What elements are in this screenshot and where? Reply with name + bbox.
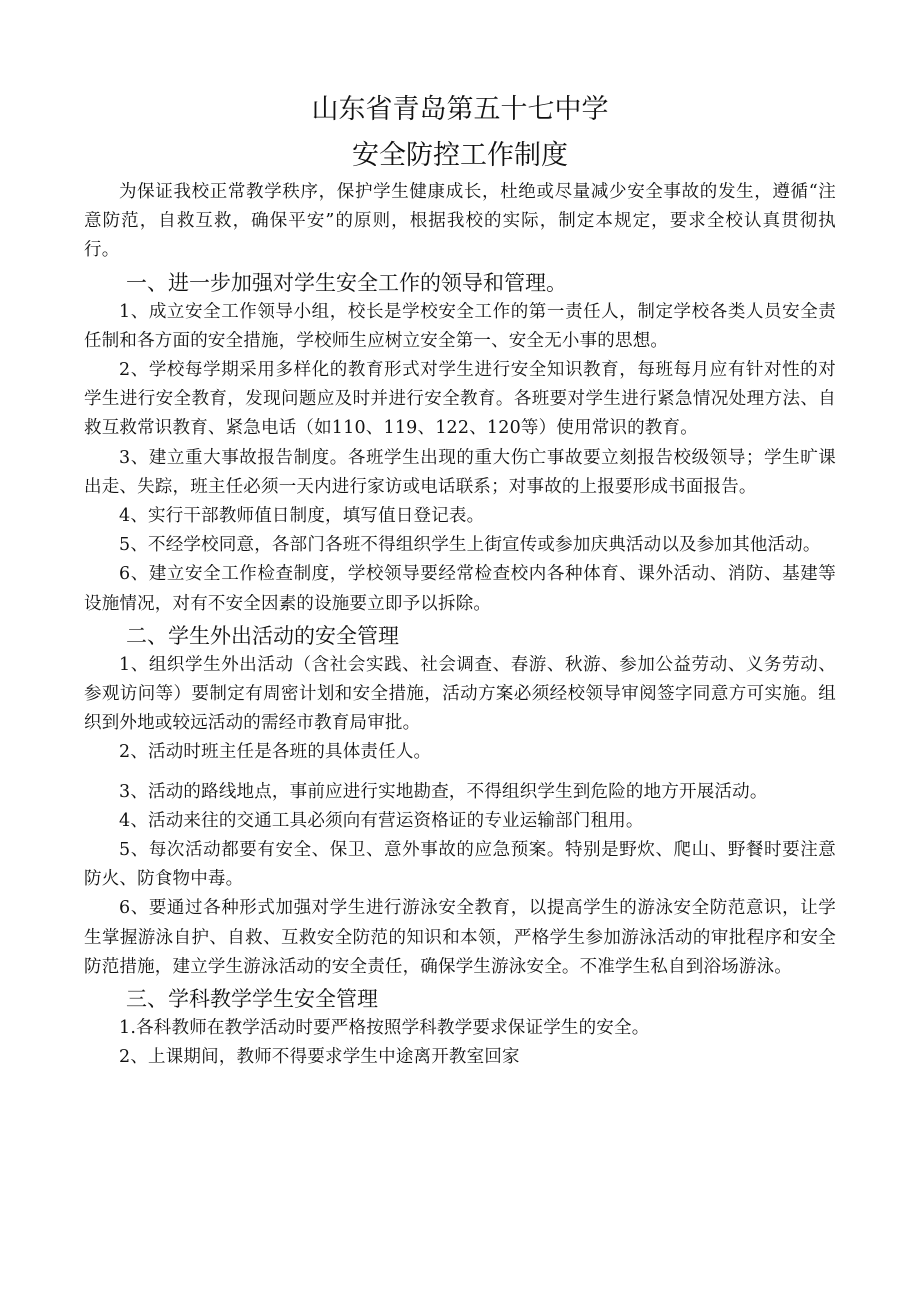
section-heading: 三、学科教学学生安全管理 xyxy=(126,987,378,1012)
section-item: 5、每次活动都要有安全、保卫、意外事故的应急预案。特别是野炊、爬山、野餐时要注意防火、防食物中毒。 xyxy=(84,840,836,890)
section-item: 6、要通过各种形式加强对学生进行游泳安全教育，以提高学生的游泳安全防范意识，让学生掌握游泳自护、自救、互救安全防范的知识和本领，严格学生参加游泳活动的审批程序和安全防范措施，建立学生游泳活动的安全责任，确保学生游泳安全。不准学生私自到浴场游泳。 xyxy=(84,898,836,977)
section-heading: 二、学生外出活动的安全管理 xyxy=(126,623,399,648)
section-item: 3、建立重大事故报告制度。各班学生出现的重大伤亡事故要立刻报告校级领导；学生旷课出走、失踪，班主任必须一天内进行家访或电话联系；对事故的上报要形成书面报告。 xyxy=(84,447,836,497)
section-item: 1、组织学生外出活动（含社会实践、社会调查、春游、秋游、参加公益劳动、义务劳动、参观访问等）要制定有周密计划和安全措施，活动方案必须经校领导审阅签字同意方可实施。组织到外地或较远活动的需经市教育局审批。 xyxy=(84,654,836,734)
intro-paragraph: 为保证我校正常教学秩序，保护学生健康成长，杜绝或尽量减少安全事故的发生，遵循“注意防范，自救互救，确保平安”的原则，根据我校的实际，制定本规定，要求全校认真贯彻执行。 xyxy=(84,182,836,261)
document-title: 山东省青岛第五十七中学 xyxy=(311,94,609,125)
section-item: 4、实行干部教师值日制度，填写值日登记表。 xyxy=(119,506,485,527)
document-subtitle: 安全防控工作制度 xyxy=(352,140,568,171)
section-item: 3、活动的路线地点，事前应进行实地勘查，不得组织学生到危险的地方开展活动。 xyxy=(119,781,768,802)
section-item: 2、学校每学期采用多样化的教育形式对学生进行安全知识教育，每班每月应有针对性的对学生进行安全教育，发现问题应及时并进行安全教育。各班要对学生进行紧急情况处理方法、自救互救常识教育、紧急电话（如110、119、122、120等）使用常识的教育。 xyxy=(84,360,836,439)
section-item: 1.各科教师在教学活动时要严格按照学科教学要求保证学生的安全。 xyxy=(119,1018,650,1039)
section-item: 5、不经学校同意，各部门各班不得组织学生上街宣传或参加庆典活动以及参加其他活动。 xyxy=(119,535,821,556)
section-item: 2、上课期间，教师不得要求学生中途离开教室回家 xyxy=(119,1047,520,1068)
section-item: 2、活动时班主任是各班的具体责任人。 xyxy=(119,742,432,763)
section-item: 1、成立安全工作领导小组，校长是学校安全工作的第一责任人，制定学校各类人员安全责任制和各方面的安全措施，学校师生应树立安全第一、安全无小事的思想。 xyxy=(84,301,836,351)
section-item: 6、建立安全工作检查制度，学校领导要经常检查校内各种体育、课外活动、消防、基建等设施情况，对有不安全因素的设施要立即予以拆除。 xyxy=(84,564,836,614)
section-item: 4、活动来往的交通工具必须向有营运资格证的专业运输部门租用。 xyxy=(119,810,644,831)
section-heading: 一、进一步加强对学生安全工作的领导和管理。 xyxy=(126,270,567,295)
